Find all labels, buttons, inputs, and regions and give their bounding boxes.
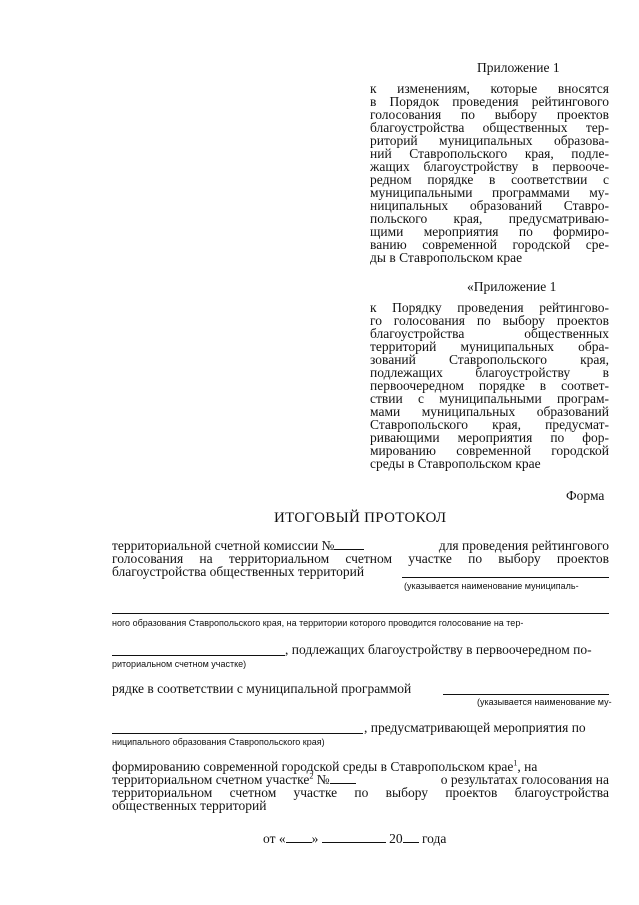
municipality-blank-1 <box>402 577 609 578</box>
date-suffix: года <box>421 831 447 846</box>
body-line-9: территориальном счетном участке по выбору проектов благоустройства <box>112 785 609 800</box>
appendix1-line: голосования по выбору проектов <box>370 107 609 122</box>
hint-3: риториальном счетном участке) <box>112 659 247 669</box>
appendix2-text <box>370 301 609 470</box>
appendix1-line: риторий муниципальных образова- <box>370 133 609 148</box>
appendix1-title: Приложение 1 <box>477 60 560 75</box>
date-line <box>263 832 446 845</box>
body-line-7a: формированию современной городской среды в Ставропольском крае <box>112 759 514 774</box>
footnote-1-marker: 1 <box>513 758 518 768</box>
appendix2-line: к Порядку проведения рейтингово- <box>370 300 609 315</box>
appendix2-title: «Приложение 1 <box>467 279 557 294</box>
appendix2-line: Ставропольского края, предусмат- <box>370 417 609 432</box>
appendix2-line: территорий муниципальных обра- <box>370 339 609 354</box>
month-blank <box>322 832 386 843</box>
protocol-heading: ИТОГОВЫЙ ПРОТОКОЛ <box>274 510 447 526</box>
body-line-8c: о результатах голосования на <box>440 772 609 787</box>
appendix1-line: благоустройства общественных тер- <box>370 120 609 135</box>
body-line-7b: , на <box>517 759 538 774</box>
appendix2-line: зований Ставропольского края, <box>370 352 609 367</box>
appendix1-line: польского края, предусматриваю- <box>370 211 609 226</box>
appendix2-line: мированию современной городской <box>370 443 609 458</box>
appendix1-line: редном порядке в соответствии с <box>370 172 609 187</box>
hint-2: ного образования Ставропольского края, на территории которого проводится голосование на тер- <box>112 618 524 628</box>
body-line-8b: № <box>316 772 330 787</box>
body-line-3: благоустройства общественных территорий <box>112 564 365 579</box>
date-prefix: от « <box>263 831 286 846</box>
day-blank <box>286 832 312 843</box>
territory-blank <box>112 655 285 656</box>
municipality-blank-2 <box>112 613 609 614</box>
appendix2-line: первоочередном порядке в соответ- <box>370 378 609 393</box>
appendix1-line: жащих благоустройству в первооче- <box>370 159 609 174</box>
body-line-2: голосования на территориальном счетном участке по выбору проектов <box>112 551 609 566</box>
appendix1-line: ний Ставропольского края, подле- <box>370 146 609 161</box>
appendix1-text <box>370 82 609 264</box>
appendix1-line: ды в Ставропольском крае <box>370 250 523 265</box>
appendix2-line: ривающими мероприятия по фор- <box>370 430 609 445</box>
body-line-4: , подлежащих благоустройству в первоочередном по- <box>285 642 592 657</box>
year-blank <box>403 832 419 843</box>
appendix2-line: го голосования по выбору проектов <box>370 313 609 328</box>
appendix2-line: благоустройства общественных <box>370 326 609 341</box>
appendix2-line: среды в Ставропольском крае <box>370 456 541 471</box>
form-label: Форма <box>566 488 605 503</box>
commission-number-blank <box>334 539 364 550</box>
appendix1-line: муниципальными программами му- <box>370 185 609 200</box>
hint-4: (указывается наименование му- <box>477 697 612 707</box>
appendix2-line: мами муниципальных образований <box>370 404 609 419</box>
precinct-number-blank <box>330 773 356 784</box>
hint-1: (указывается наименование муниципаль- <box>404 581 579 591</box>
appendix2-line: ствии с муниципальными програм- <box>370 391 609 406</box>
body-line-5: рядке в соответствии с муниципальной программой <box>112 681 412 696</box>
appendix1-line: ниципальных образований Ставро- <box>370 198 609 213</box>
body-line-1a: территориальной счетной комиссии № <box>112 538 335 553</box>
body-line-8a: территориальном счетном участке <box>112 772 310 787</box>
date-year: 20 <box>389 831 403 846</box>
appendix1-line: в Порядок проведения рейтингового <box>370 94 609 109</box>
program-blank-1 <box>443 694 609 695</box>
body-line-6: , предусматривающей мероприятия по <box>364 720 586 735</box>
date-close: » <box>311 831 319 846</box>
body-line-10: общественных территорий <box>112 798 267 813</box>
appendix2-line: подлежащих благоустройству в <box>370 365 609 380</box>
body-line-1b: для проведения рейтингового <box>438 538 609 553</box>
appendix1-line: ванию современной городской сре- <box>370 237 609 252</box>
appendix1-line: к изменениям, которые вносятся <box>370 81 609 96</box>
footnote-2-marker: 2 <box>309 771 314 781</box>
program-blank-2 <box>112 733 363 734</box>
hint-5: ниципального образования Ставропольского края) <box>112 737 325 747</box>
appendix1-line: щими мероприятия по формиро- <box>370 224 609 239</box>
